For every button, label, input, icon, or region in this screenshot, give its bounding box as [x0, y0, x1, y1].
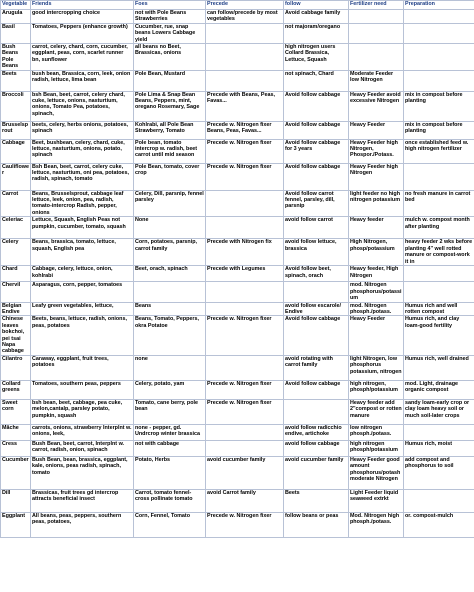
cell-follow[interactable]: avoid follow lettuce, brassica — [284, 239, 349, 266]
cell-follow[interactable] — [284, 282, 349, 302]
column-header-friends[interactable]: Friends — [31, 1, 134, 10]
cell-fertilizer[interactable]: light feeder no high nitrogen potassium — [349, 190, 404, 217]
table-row — [1, 91, 474, 121]
table-row — [1, 44, 474, 71]
cell-preparation[interactable]: or. compost-mulch — [404, 512, 474, 537]
cell-preparation[interactable]: sandy loam-early crop or clay loam heavy soil or much soil-later crops — [404, 399, 474, 424]
cell-precede[interactable]: Precede w. Nitrogen fixer — [206, 139, 284, 163]
cell-preparation[interactable] — [404, 70, 474, 91]
column-header-preparation[interactable]: Preparation — [404, 1, 474, 10]
cell-fertilizer[interactable] — [349, 23, 404, 43]
cell-foes[interactable]: Pole Lima & Snap Bean Beans, Peppers, mint, oregano Rosemary, Sage — [134, 91, 206, 121]
cell-precede[interactable] — [206, 23, 284, 43]
table-row — [1, 266, 474, 282]
cell-foes[interactable]: none - pepper, gd. Undrcrop winter brassica — [134, 424, 206, 440]
cell-fertilizer[interactable]: mod. Nitrogen phosphorus/potassium — [350, 282, 402, 302]
cell-foes[interactable]: not with Pole Beans Strawberries — [134, 10, 206, 24]
column-header-vegetable[interactable]: Vegetable — [1, 1, 31, 10]
table-row — [1, 302, 474, 316]
cell-preparation[interactable] — [404, 23, 474, 43]
cell-follow[interactable]: avoid follow carrot — [284, 217, 349, 239]
cell-precede[interactable] — [206, 302, 284, 316]
cell-foes[interactable]: Pole bean, tomato intercrop w. radish, beet carrot until mid season — [134, 139, 206, 163]
cell-preparation[interactable] — [404, 424, 474, 440]
cell-precede[interactable]: Precede w. Nitrogen fixer — [206, 316, 284, 355]
cell-fertilizer[interactable] — [349, 44, 404, 71]
cell-foes[interactable]: Pole Bean, Mustard — [134, 70, 206, 91]
cell-foes[interactable]: Beans, Tomato, Peppers, okra Potatoe — [134, 316, 206, 355]
cell-precede[interactable] — [206, 44, 284, 71]
cell-friends[interactable]: Bsh Bean, beet, carrot, celery cuke, lettuce, nasturtium, oni pea, potatoes, radish, spinach, tomato — [31, 163, 134, 190]
cell-vegetable[interactable]: Chard — [1, 266, 31, 282]
table-row — [1, 316, 474, 355]
cell-precede[interactable] — [206, 282, 284, 302]
cell-follow[interactable]: Avoid follow beet, spinach, orach — [284, 266, 349, 282]
cell-precede[interactable]: Precede with Beans, Peas, Favas... — [206, 91, 284, 121]
table-row — [1, 139, 474, 163]
cell-friends[interactable]: Leafy green vegetables, lettuce, — [31, 302, 134, 316]
cell-preparation[interactable]: Humus rich and well rotten compost — [404, 302, 474, 316]
cell-fertilizer[interactable]: Heavy feeder — [349, 217, 404, 239]
cell-friends[interactable]: bush bean, Brassica, corn, leek, onion radish, lettuce, lima bean — [31, 70, 134, 91]
cell-follow[interactable]: Avoid follow cabbage — [284, 91, 349, 121]
cell-fertilizer[interactable] — [349, 10, 404, 24]
cell-friends[interactable]: All beans, peas, peppers, southern peas, potatoes, — [31, 512, 134, 537]
cell-vegetable[interactable]: Collard greens — [1, 380, 31, 399]
cell-fertilizer[interactable]: Heavy Feeder good amount phosphorus/potash moderate Nitrogen — [349, 456, 404, 489]
cell-vegetable[interactable]: Dill — [1, 489, 31, 512]
cell-preparation[interactable]: mix in compost before planting — [404, 91, 474, 121]
cell-follow[interactable] — [284, 399, 349, 424]
cell-fertilizer[interactable]: light Nitrogen, low phosphorus potassium, nitrogen — [349, 355, 404, 380]
cell-vegetable[interactable]: Belgian Endive — [1, 302, 31, 316]
cell-foes[interactable]: Carrot, tomato fennel-cross pollinate tomato — [134, 489, 206, 512]
cell-preparation[interactable] — [404, 163, 474, 190]
table-row — [1, 440, 474, 456]
cell-fertilizer[interactable]: Heavy Feeder high Nitrogen — [349, 163, 404, 190]
cell-friends[interactable]: Caraway, eggplant, fruit trees, potatoes — [31, 355, 134, 380]
cell-preparation[interactable] — [404, 44, 474, 71]
cell-precede[interactable]: Precede w. Nitrogen fixer — [206, 163, 284, 190]
cell-preparation[interactable] — [404, 282, 474, 302]
table-row — [1, 121, 474, 139]
cell-follow[interactable]: Avoid follow cabbage — [284, 163, 349, 190]
cell-vegetable[interactable]: Cucumber — [1, 456, 31, 489]
cell-fertilizer[interactable]: mod. Nitrogen phosph./potass. — [349, 302, 404, 316]
cell-vegetable[interactable]: Chervil — [1, 282, 31, 302]
cell-precede[interactable]: avoid cucumber family — [206, 456, 284, 489]
table-row — [1, 70, 474, 91]
table-row — [1, 163, 474, 190]
cell-vegetable[interactable]: Arugula — [1, 10, 31, 24]
cell-friends[interactable]: Brassicas, fruit trees gd intercrop attracts beneficial insect — [31, 489, 134, 512]
cell-precede[interactable]: Precede w. Nitrogen fixer — [206, 380, 284, 399]
cell-follow[interactable]: high nitrogen users Collard Brassica, Lettuce, Squash — [284, 44, 349, 71]
cell-fertilizer[interactable]: high nitrogen, phosph/potassium — [349, 380, 404, 399]
cell-fertilizer[interactable]: Moderate Feeder low Nitrogen — [349, 70, 404, 91]
cell-vegetable[interactable]: Cauliflower — [1, 163, 31, 190]
cell-fertilizer[interactable]: Heavy Feeder high Nitrogen, Phospor./Potass. — [349, 139, 404, 163]
cell-fertilizer[interactable]: high nitrogen phosph/potassium — [349, 440, 404, 456]
cell-follow[interactable]: not spinach, Chard — [284, 70, 349, 91]
cell-preparation[interactable] — [404, 266, 474, 282]
cell-fertilizer[interactable]: low nitrogen phosph./potass. — [349, 424, 404, 440]
cell-friends[interactable]: Beans, Brusselsprout, cabbage leaf lettuce, leek, onion, pea, radish, tomato-intercrop Radish, pepper, onions — [31, 190, 134, 217]
table-row — [1, 190, 474, 217]
cell-foes[interactable]: Celery, Dill, parsnip, fennel parsley — [134, 190, 206, 217]
cell-preparation[interactable]: Humus rich, and clay loam-good fertility — [404, 316, 474, 355]
cell-vegetable[interactable]: Sweet corn — [1, 399, 31, 424]
cell-precede[interactable] — [206, 355, 284, 380]
cell-vegetable[interactable]: Celeriac — [1, 217, 31, 239]
cell-friends[interactable]: Beans, brassica, tomato, lettuce, squash, English pea — [31, 239, 134, 266]
cell-precede[interactable]: can follow/precede by most vegetables — [206, 10, 284, 24]
cell-foes[interactable]: not with cabbage — [134, 440, 206, 456]
cell-precede[interactable]: Precede w. Nitrogen fixer — [206, 399, 284, 424]
cell-precede[interactable]: Precede with Legumes — [206, 266, 284, 282]
cell-precede[interactable]: Precede with Nitrogen fix — [206, 239, 284, 266]
cell-foes[interactable]: Beans — [134, 302, 206, 316]
cell-friends[interactable]: Bush Bean, beet, carrot, Interplnt w. carrot, radish, onion, spinach — [31, 440, 134, 456]
cell-foes[interactable]: all beans no Beet, Brassicas, onions — [134, 44, 206, 71]
cell-follow[interactable]: Avoid follow carrot fennel, parsley, dill, parsnip — [284, 190, 349, 217]
cell-friends[interactable]: Cabbage, celery, lettuce, onion, kohlrabi — [31, 266, 134, 282]
cell-friends[interactable]: Beet, bushbean, celery, chard, cuke, lettuce, nasturtium, onions, potato, spinach — [31, 139, 134, 163]
cell-preparation[interactable] — [404, 10, 474, 24]
cell-friends[interactable]: Lettuce, Squash, English Peas not pumpkin, cucumber, tomato, squash — [31, 217, 134, 239]
cell-follow[interactable]: follow beans or peas — [284, 512, 349, 537]
cell-follow[interactable]: Avoid follow cabbage for 3 years — [284, 139, 349, 163]
cell-follow[interactable]: avoid cucumber family — [284, 456, 349, 489]
cell-preparation[interactable]: mix in compost before planting — [404, 121, 474, 139]
column-header-precede[interactable]: Precede — [206, 1, 284, 10]
cell-friends[interactable]: Asparagus, corn, pepper, tomatoes — [31, 282, 134, 302]
table-row — [1, 282, 474, 302]
cell-foes[interactable]: Celery, potato, yam — [134, 380, 206, 399]
table-row — [1, 239, 474, 266]
cell-vegetable[interactable]: Celery — [1, 239, 31, 266]
table-row — [1, 456, 474, 489]
cell-friends[interactable]: carrots, onions, strawberry Interplnt w. onions, leek, — [31, 424, 134, 440]
cell-follow[interactable]: avoid follow cabbage — [284, 440, 349, 456]
cell-follow[interactable]: avoid follow radicchio endive, artichoke — [284, 424, 349, 440]
cell-foes[interactable]: Tomato, cane berry, pole bean — [134, 399, 206, 424]
table-row — [1, 399, 474, 424]
cell-precede[interactable] — [206, 424, 284, 440]
cell-vegetable[interactable]: Cabbage — [1, 139, 31, 163]
cell-fertilizer[interactable]: Heavy feeder add 2"compost or rotten manure — [349, 399, 404, 424]
table-row — [1, 489, 474, 512]
cell-precede[interactable]: Precede w. Nitrogen fixer — [206, 512, 284, 537]
cell-foes[interactable]: Beet, orach, spinach — [134, 266, 206, 282]
cell-vegetable[interactable]: Eggplant — [1, 512, 31, 537]
cell-precede[interactable]: Precede w. Nitrogen fixer Beans, Peas, Favas... — [206, 121, 284, 139]
cell-follow[interactable]: Avoid follow cabbage — [284, 380, 349, 399]
cell-preparation[interactable]: mod. Light, drainage organic compost — [404, 380, 474, 399]
cell-foes[interactable]: Corn, Fennel, Tomato — [134, 512, 206, 537]
cell-foes[interactable]: Kohlrabi, all Pole Bean Strawberry, Tomato — [134, 121, 206, 139]
cell-vegetable[interactable]: Cilantro — [1, 355, 31, 380]
column-header-follow[interactable]: follow — [284, 1, 349, 10]
cell-friends[interactable]: good intercropping choice — [31, 10, 134, 24]
cell-friends[interactable]: carrot, celery, chard, corn, cucumber, eggplant, peas, corn, scarlet runner bn, sunflower — [31, 44, 134, 71]
cell-vegetable[interactable]: Broccoli — [1, 91, 31, 121]
cell-vegetable[interactable]: Beets — [1, 70, 31, 91]
cell-follow[interactable]: Avoid cabbage family — [284, 10, 349, 24]
cell-foes[interactable] — [134, 282, 206, 302]
cell-vegetable[interactable]: Basil — [1, 23, 31, 43]
cell-preparation[interactable]: heavy feeder 2 wks before planting 4" well rotted manure or compost-work it in — [404, 239, 474, 266]
cell-fertilizer[interactable]: High Nitrogen, phosp/potassium — [349, 239, 404, 266]
cell-fertilizer[interactable]: Mod. Nitrogen high phosph./potass. — [349, 512, 404, 537]
cell-preparation[interactable]: mulch w. compost month after planting — [404, 217, 474, 239]
cell-foes[interactable]: Pole Bean, tomato, cover crop — [134, 163, 206, 190]
cell-preparation[interactable] — [404, 489, 474, 512]
cell-vegetable[interactable]: Brusselsprout — [1, 121, 31, 139]
header-row — [1, 1, 474, 10]
cell-foes[interactable]: Cucumber, rue, snap beans Lowers Cabbage yield — [134, 23, 206, 43]
cell-vegetable[interactable]: Chinese leaves bokchoi, pei tsai Napa cabbage — [1, 316, 31, 355]
cell-fertilizer[interactable]: Heavy Feeder avoid excessive Nitrogen — [349, 91, 404, 121]
table-row — [1, 10, 474, 24]
table-row — [1, 512, 474, 537]
cell-foes[interactable]: Corn, potatoes, parsnip, carrot family — [134, 239, 206, 266]
cell-foes[interactable]: none — [134, 355, 206, 380]
column-header-fertilizer[interactable]: Fertilizer need — [349, 1, 404, 10]
cell-fertilizer[interactable]: Light Feeder liquid seaweed extrkt — [349, 489, 404, 512]
cell-precede[interactable]: avoid Carrot family — [206, 489, 284, 512]
cell-fertilizer[interactable]: Heavy feeder, High Nitrogen — [349, 266, 404, 282]
cell-fertilizer[interactable]: Heavy Feeder — [349, 121, 404, 139]
cell-friends[interactable]: Tomatoes, southern peas, peppers — [31, 380, 134, 399]
table-row — [1, 23, 474, 43]
cell-follow[interactable]: Avoid follow cabbage — [284, 316, 349, 355]
cell-precede[interactable] — [206, 440, 284, 456]
cell-friends[interactable]: Bush Bean, bean, brassica, eggplant, kale, onions, peas radish, spinach, tomato — [31, 456, 134, 489]
cell-vegetable[interactable]: Mâche — [1, 424, 31, 440]
cell-friends[interactable]: Beets, beans, lettuce, radish, onions, peas, potatoes — [31, 316, 134, 355]
cell-fertilizer[interactable]: Heavy Feeder — [349, 316, 404, 355]
cell-precede[interactable] — [206, 190, 284, 217]
cell-preparation[interactable]: no fresh manure in carrot bed — [404, 190, 474, 217]
cell-follow[interactable]: Avoid follow cabbage — [284, 121, 349, 139]
cell-friends[interactable]: bsh Bean, beet, carrot, celery chard, cuke, lettuce, onions, nasturtium, onions, Tomato Pea, potatoes, spinach, — [31, 91, 134, 121]
column-header-foes[interactable]: Foes — [134, 1, 206, 10]
cell-vegetable[interactable]: Carrot — [1, 190, 31, 217]
cell-friends[interactable]: beets, celery, herbs onions, potatoes, spinach — [31, 121, 134, 139]
cell-follow[interactable]: avoid follow escarole/ Endive — [284, 302, 349, 316]
cell-vegetable[interactable]: Bush Beans Pole Beans — [1, 44, 31, 71]
cell-vegetable[interactable]: Cress — [1, 440, 31, 456]
table-row — [1, 355, 474, 380]
cell-follow[interactable]: Beets — [284, 489, 349, 512]
table-row — [1, 217, 474, 239]
cell-friends[interactable]: bsh bean, beet, cabbage, pea cuke, melon,cantalp, parsley potato, pumpkin, squash — [31, 399, 134, 424]
cell-preparation[interactable]: Humus rich, well drained — [404, 355, 474, 380]
cell-preparation[interactable]: once established feed w. high nitrogen fertilizer — [404, 139, 474, 163]
cell-foes[interactable]: Potato, Herbs — [134, 456, 206, 489]
cell-follow[interactable]: avoid rotating with carrot family — [284, 355, 349, 380]
cell-foes[interactable]: None — [134, 217, 206, 239]
cell-precede[interactable] — [206, 217, 284, 239]
cell-precede[interactable] — [206, 70, 284, 91]
cell-friends[interactable]: Tomatoes, Peppers (enhance growth) — [31, 23, 134, 43]
table-row — [1, 380, 474, 399]
cell-preparation[interactable]: Humus rich, moist — [404, 440, 474, 456]
cell-preparation[interactable]: add compost and phosphorus to soil — [404, 456, 474, 489]
cell-follow[interactable]: not majoram/oregano — [284, 23, 349, 43]
table-row — [1, 424, 474, 440]
